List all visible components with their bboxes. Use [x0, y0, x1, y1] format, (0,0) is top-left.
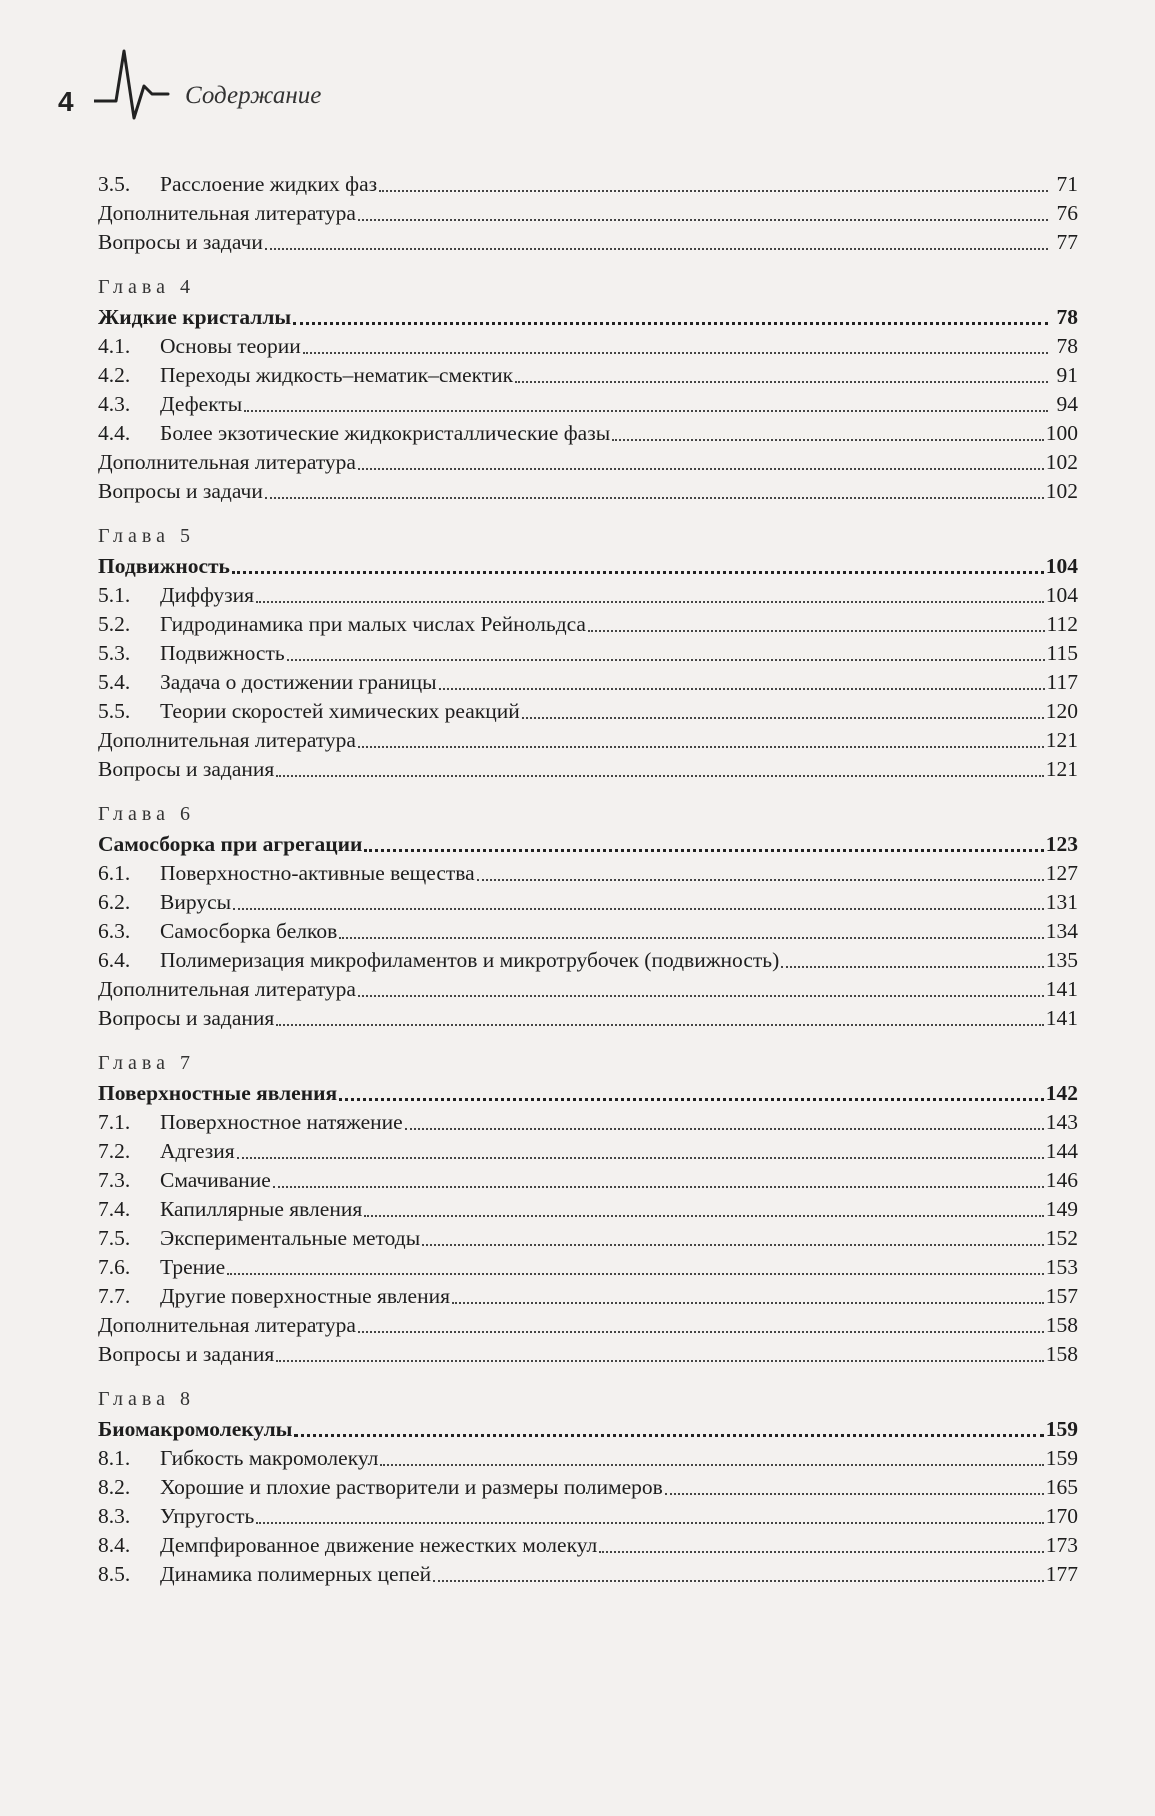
toc-entry[interactable]	[98, 639, 1078, 668]
entry-number: 7.3.	[98, 1168, 131, 1192]
dot-leader	[339, 937, 1044, 939]
entry-page: 158	[1045, 1342, 1078, 1366]
toc-entry[interactable]	[98, 1444, 1078, 1473]
dot-leader	[276, 1024, 1043, 1026]
entry-page: 149	[1045, 1197, 1078, 1221]
entry-title: Другие поверхностные явления	[160, 1284, 450, 1308]
entry-page: 143	[1045, 1110, 1078, 1134]
entry-number: 5.2.	[98, 612, 131, 636]
dot-leader	[276, 1360, 1043, 1362]
entry-number: 5.5.	[98, 699, 131, 723]
entry-number: 4.3.	[98, 392, 131, 416]
toc-entry[interactable]	[98, 1311, 1078, 1340]
entry-title: Хорошие и плохие растворители и размеры полимеров	[160, 1475, 663, 1499]
entry-page: 177	[1045, 1562, 1078, 1586]
entry-title: Поверхностно-активные вещества	[160, 861, 475, 885]
toc-entry[interactable]	[98, 199, 1078, 228]
entry-page: 144	[1045, 1139, 1078, 1163]
entry-page: 78	[1056, 334, 1078, 358]
entry-title: Смачивание	[160, 1168, 271, 1192]
entry-page: 71	[1056, 172, 1078, 196]
chapter-title-entry[interactable]	[98, 830, 1078, 859]
dot-leader	[665, 1493, 1044, 1495]
dot-leader	[287, 659, 1045, 661]
toc-entry[interactable]	[98, 1137, 1078, 1166]
toc-entry[interactable]	[98, 170, 1078, 199]
dot-leader	[358, 1331, 1044, 1333]
toc-entry[interactable]	[98, 361, 1078, 390]
chapter-label: Глава 7	[98, 1052, 195, 1074]
dot-leader	[358, 219, 1048, 221]
entry-number: 8.3.	[98, 1504, 131, 1528]
pulse-line-icon	[94, 46, 174, 124]
dot-leader	[293, 322, 1048, 325]
entry-title: Гидродинамика при малых числах Рейнольдса	[160, 612, 586, 636]
entry-title: Дополнительная литература	[98, 201, 356, 225]
entry-page: 104	[1045, 583, 1078, 607]
toc-entry[interactable]	[98, 419, 1078, 448]
entry-title: Вопросы и задания	[98, 1006, 275, 1030]
entry-title: Основы теории	[160, 334, 301, 358]
entry-title: Трение	[160, 1255, 226, 1279]
chapter-title: Подвижность	[98, 554, 230, 578]
dot-leader	[265, 497, 1044, 499]
dot-leader	[422, 1244, 1044, 1246]
entry-page: 115	[1046, 641, 1078, 665]
entry-page: 123	[1045, 832, 1078, 856]
entry-number: 8.2.	[98, 1475, 131, 1499]
toc-entry[interactable]	[98, 726, 1078, 755]
entry-page: 100	[1045, 421, 1078, 445]
chapter-label: Глава 5	[98, 525, 195, 547]
entry-page: 91	[1056, 363, 1078, 387]
entry-title: Гибкость макромолекул	[160, 1446, 379, 1470]
dot-leader	[233, 908, 1044, 910]
dot-leader	[358, 995, 1044, 997]
toc-entry[interactable]	[98, 1253, 1078, 1282]
entry-number: 7.6.	[98, 1255, 131, 1279]
toc-entry[interactable]	[98, 228, 1078, 257]
toc-entry[interactable]	[98, 668, 1078, 697]
entry-title: Расслоение жидких фаз	[160, 172, 378, 196]
chapter-label: Глава 4	[98, 276, 195, 298]
toc-entry[interactable]	[98, 1560, 1078, 1589]
entry-page: 120	[1045, 699, 1078, 723]
page-header	[58, 46, 658, 126]
dot-leader	[294, 1434, 1043, 1437]
entry-number: 7.4.	[98, 1197, 131, 1221]
toc-entry[interactable]	[98, 610, 1078, 639]
dot-leader	[477, 879, 1044, 881]
chapter-title-entry[interactable]	[98, 303, 1078, 332]
table-of-contents	[98, 170, 1078, 1589]
chapter-title-entry[interactable]	[98, 552, 1078, 581]
entry-page: 121	[1045, 728, 1078, 752]
dot-leader	[256, 601, 1044, 603]
entry-page: 121	[1045, 757, 1078, 781]
dot-leader	[439, 688, 1045, 690]
chapter-label: Глава 6	[98, 803, 195, 825]
entry-title: Вирусы	[160, 890, 232, 914]
entry-title: Задача о достижении границы	[160, 670, 437, 694]
dot-leader	[364, 849, 1043, 852]
dot-leader	[276, 775, 1043, 777]
toc-entry[interactable]	[98, 697, 1078, 726]
chapter-title-entry[interactable]	[98, 1415, 1078, 1444]
dot-leader	[265, 248, 1048, 250]
entry-page: 104	[1045, 554, 1078, 578]
entry-number: 4.2.	[98, 363, 131, 387]
entry-number: 7.7.	[98, 1284, 131, 1308]
dot-leader	[599, 1551, 1044, 1553]
entry-page: 141	[1045, 977, 1078, 1001]
entry-title: Дополнительная литература	[98, 1313, 356, 1337]
entry-title: Вопросы и задания	[98, 757, 275, 781]
entry-title: Вопросы и задачи	[98, 230, 263, 254]
chapter-title: Жидкие кристаллы	[98, 305, 292, 329]
entry-title: Подвижность	[160, 641, 285, 665]
entry-title: Дополнительная литература	[98, 450, 356, 474]
dot-leader	[256, 1522, 1043, 1524]
dot-leader	[781, 966, 1044, 968]
entry-number: 6.3.	[98, 919, 131, 943]
dot-leader	[303, 352, 1048, 354]
entry-page: 173	[1045, 1533, 1078, 1557]
entry-title: Вопросы и задачи	[98, 479, 263, 503]
toc-entry[interactable]	[98, 888, 1078, 917]
entry-page: 102	[1045, 479, 1078, 503]
entry-title: Теории скоростей химических реакций	[160, 699, 520, 723]
toc-entry[interactable]	[98, 946, 1078, 975]
entry-page: 142	[1045, 1081, 1078, 1105]
dot-leader	[433, 1580, 1044, 1582]
dot-leader	[232, 571, 1044, 574]
toc-entry[interactable]	[98, 477, 1078, 506]
entry-number: 7.2.	[98, 1139, 131, 1163]
chapter-4-section	[98, 257, 1078, 506]
toc-entry[interactable]	[98, 1340, 1078, 1369]
entry-number: 4.4.	[98, 421, 131, 445]
dot-leader	[380, 1464, 1043, 1466]
entry-page: 117	[1046, 670, 1078, 694]
intro-section	[98, 170, 1078, 257]
toc-entry[interactable]	[98, 1004, 1078, 1033]
dot-leader	[358, 468, 1044, 470]
entry-title: Дефекты	[160, 392, 243, 416]
dot-leader	[405, 1128, 1044, 1130]
entry-page: 77	[1056, 230, 1078, 254]
toc-entry[interactable]	[98, 1166, 1078, 1195]
entry-page: 131	[1045, 890, 1078, 914]
toc-entry[interactable]	[98, 1473, 1078, 1502]
entry-title: Диффузия	[160, 583, 255, 607]
entry-page: 78	[1056, 305, 1078, 329]
entry-page: 76	[1056, 201, 1078, 225]
entry-title: Вопросы и задания	[98, 1342, 275, 1366]
entry-page: 159	[1045, 1446, 1078, 1470]
entry-title: Поверхностное натяжение	[160, 1110, 403, 1134]
chapter-title-entry[interactable]	[98, 1079, 1078, 1108]
dot-leader	[588, 630, 1045, 632]
entry-page: 112	[1046, 612, 1078, 636]
chapter-title: Самосборка при агрегации	[98, 832, 363, 856]
toc-entry[interactable]	[98, 1282, 1078, 1311]
toc-entry[interactable]	[98, 448, 1078, 477]
entry-page: 127	[1045, 861, 1078, 885]
dot-leader	[244, 410, 1048, 412]
toc-entry[interactable]	[98, 1531, 1078, 1560]
entry-title: Адгезия	[160, 1139, 235, 1163]
entry-page: 152	[1045, 1226, 1078, 1250]
chapter-title: Биомакромолекулы	[98, 1417, 293, 1441]
entry-number: 8.4.	[98, 1533, 131, 1557]
dot-leader	[358, 746, 1044, 748]
running-title: Содержание	[185, 82, 322, 109]
entry-title: Дополнительная литература	[98, 728, 356, 752]
entry-number: 3.5.	[98, 172, 131, 196]
entry-page: 102	[1045, 450, 1078, 474]
entry-page: 165	[1045, 1475, 1078, 1499]
entry-title: Самосборка белков	[160, 919, 338, 943]
entry-page: 159	[1045, 1417, 1078, 1441]
entry-number: 4.1.	[98, 334, 131, 358]
entry-title: Дополнительная литература	[98, 977, 356, 1001]
dot-leader	[364, 1215, 1044, 1217]
entry-number: 7.1.	[98, 1110, 131, 1134]
entry-number: 6.4.	[98, 948, 131, 972]
entry-title: Экспериментальные методы	[160, 1226, 421, 1250]
dot-leader	[273, 1186, 1044, 1188]
entry-number: 8.1.	[98, 1446, 131, 1470]
page-number: 4	[58, 86, 74, 117]
dot-leader	[339, 1098, 1044, 1101]
entry-title: Более экзотические жидкокристаллические фазы	[160, 421, 611, 445]
entry-number: 7.5.	[98, 1226, 131, 1250]
dot-leader	[237, 1157, 1044, 1159]
entry-number: 5.1.	[98, 583, 131, 607]
entry-page: 135	[1045, 948, 1078, 972]
toc-entry[interactable]	[98, 1502, 1078, 1531]
entry-title: Динамика полимерных цепей	[160, 1562, 432, 1586]
entry-page: 141	[1045, 1006, 1078, 1030]
entry-number: 8.5.	[98, 1562, 131, 1586]
toc-entry[interactable]	[98, 390, 1078, 419]
dot-leader	[227, 1273, 1044, 1275]
dot-leader	[379, 190, 1048, 192]
chapter-5-section	[98, 506, 1078, 784]
dot-leader	[452, 1302, 1044, 1304]
chapter-label: Глава 8	[98, 1388, 195, 1410]
toc-entry[interactable]	[98, 1224, 1078, 1253]
entry-page: 158	[1045, 1313, 1078, 1337]
toc-entry[interactable]	[98, 859, 1078, 888]
entry-title: Переходы жидкость–нематик–смектик	[160, 363, 514, 387]
entry-number: 6.1.	[98, 861, 131, 885]
dot-leader	[522, 717, 1044, 719]
toc-entry[interactable]	[98, 581, 1078, 610]
entry-page: 170	[1045, 1504, 1078, 1528]
entry-title: Капиллярные явления	[160, 1197, 363, 1221]
chapter-title: Поверхностные явления	[98, 1081, 338, 1105]
chapter-6-section	[98, 784, 1078, 1033]
toc-entry[interactable]	[98, 917, 1078, 946]
entry-title: Упругость	[160, 1504, 255, 1528]
entry-number: 6.2.	[98, 890, 131, 914]
dot-leader	[515, 381, 1048, 383]
toc-entry[interactable]	[98, 332, 1078, 361]
entry-page: 153	[1045, 1255, 1078, 1279]
entry-page: 146	[1045, 1168, 1078, 1192]
dot-leader	[612, 439, 1044, 441]
toc-entry[interactable]	[98, 975, 1078, 1004]
entry-title: Демпфированное движение нежестких молекул	[160, 1533, 598, 1557]
entry-number: 5.3.	[98, 641, 131, 665]
toc-entry[interactable]	[98, 1108, 1078, 1137]
entry-page: 94	[1056, 392, 1078, 416]
entry-number: 5.4.	[98, 670, 131, 694]
toc-entry[interactable]	[98, 755, 1078, 784]
entry-page: 134	[1045, 919, 1078, 943]
chapter-8-section	[98, 1369, 1078, 1589]
chapter-7-section	[98, 1033, 1078, 1369]
toc-entry[interactable]	[98, 1195, 1078, 1224]
entry-page: 157	[1045, 1284, 1078, 1308]
entry-title: Полимеризация микрофиламентов и микротрубочек (подвижность)	[160, 948, 780, 972]
